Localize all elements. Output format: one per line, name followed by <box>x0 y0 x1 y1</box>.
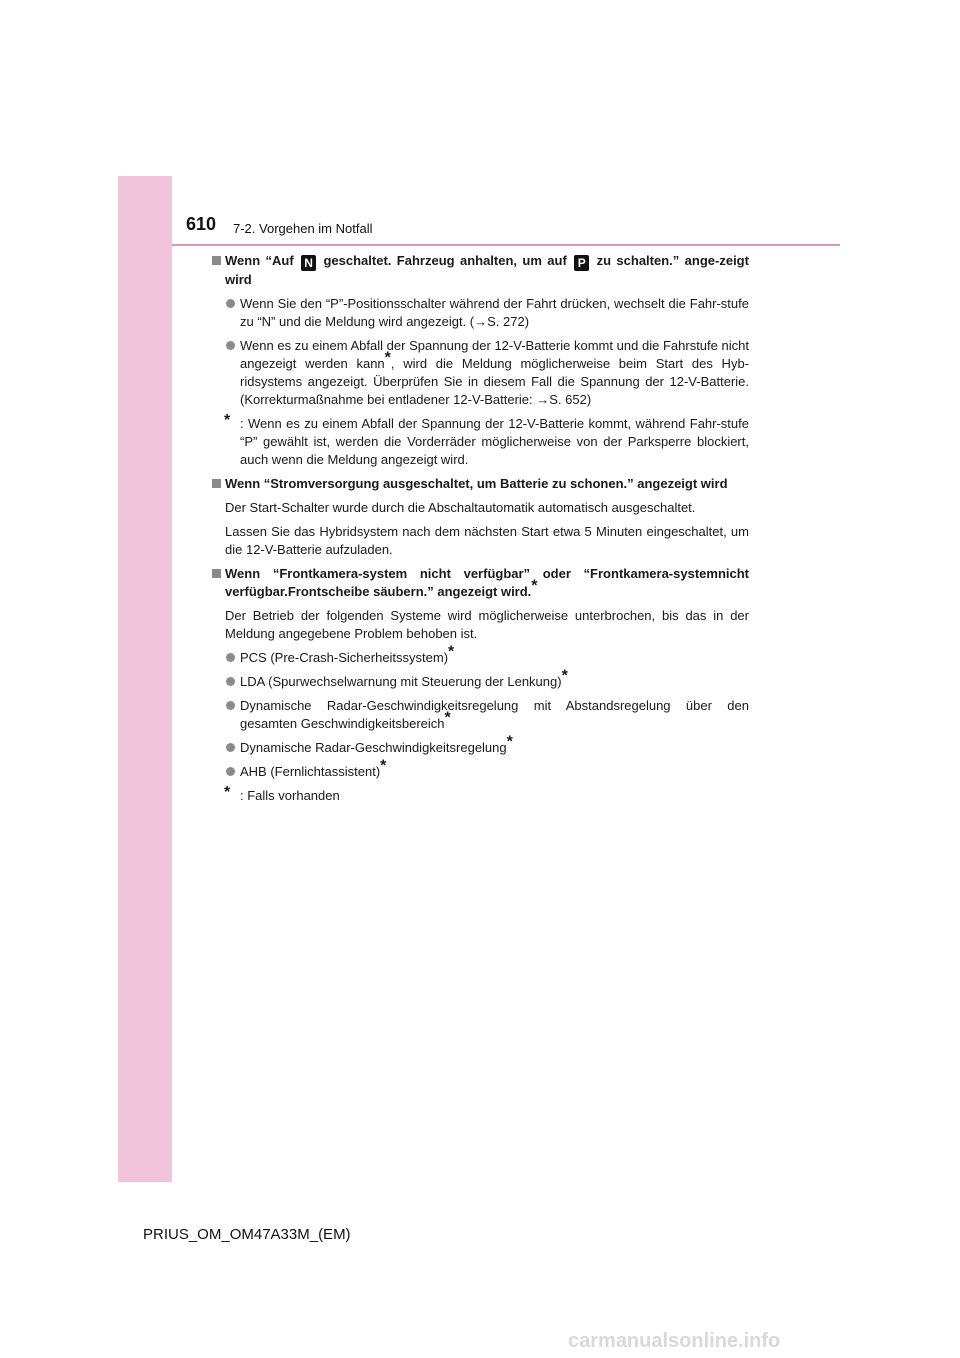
footnote-marker: * <box>380 757 387 775</box>
list-item: LDA (Spurwechselwarnung mit Steuerung der Lenkung)* <box>209 673 749 691</box>
list-item: Wenn es zu einem Abfall der Spannung der 12-V-Batterie kommt und die Fahrstufe nicht angezeigt werden kann*, wird die Meldung möglicherweise beim Start des Hyb-ridsystems angezeigt. Überprüfen Sie in diesem Fall die Spannung der 12-V-Batterie. (Korrekturmaßnahme bei entladener 12-V-Batterie: →S. 652) <box>209 337 749 409</box>
footnote-asterisk: * <box>224 412 231 429</box>
footnote-marker: * <box>384 349 391 367</box>
footnote-marker: * <box>448 643 455 661</box>
heading-front-camera-message: Wenn “Frontkamera-system nicht verfügbar” oder “Frontkamera-systemnicht verfügbar.Frontscheibe säubern.” angezeigt wird.* <box>209 565 749 601</box>
bullet-icon <box>226 653 235 662</box>
document-code: PRIUS_OM_OM47A33M_(EM) <box>143 1226 351 1243</box>
bullet-icon <box>226 341 235 350</box>
chapter-sidebar-tab <box>118 176 172 1182</box>
bullet-icon <box>226 767 235 776</box>
footnote-marker: * <box>531 577 538 595</box>
header-divider <box>172 244 840 246</box>
bullet-icon <box>226 743 235 752</box>
square-bullet-icon <box>212 256 221 265</box>
page-content <box>209 252 749 805</box>
watermark: carmanualsonline.info <box>568 1330 781 1352</box>
footnote-marker: * <box>444 709 451 727</box>
paragraph: Lassen Sie das Hybridsystem nach dem nächsten Start etwa 5 Minuten eingeschaltet, um die 12-V-Batterie aufzuladen. <box>225 524 749 557</box>
page-number: 610 <box>186 214 217 234</box>
bullet-icon <box>226 299 235 308</box>
list-item: AHB (Fernlichtassistent)* <box>209 763 749 781</box>
footnote-asterisk: * <box>224 784 231 801</box>
p-shift-icon: P <box>574 255 589 271</box>
square-bullet-icon <box>212 569 221 578</box>
footnote-marker: * <box>561 667 568 685</box>
list-item: Dynamische Radar-Geschwindigkeitsregelung* <box>209 739 749 757</box>
list-item: Dynamische Radar-Geschwindigkeitsregelung mit Abstandsregelung über den gesamten Geschwindigkeitsbereich* <box>209 697 749 733</box>
square-bullet-icon <box>212 479 221 488</box>
list-item: PCS (Pre-Crash-Sicherheitssystem)* <box>209 649 749 667</box>
paragraph: Der Start-Schalter wurde durch die Abschaltautomatik automatisch ausgeschaltet. <box>225 500 696 515</box>
n-shift-icon: N <box>301 255 316 271</box>
bullet-icon <box>226 701 235 710</box>
footnote: * : Falls vorhanden <box>224 784 340 803</box>
footnote: * : Wenn es zu einem Abfall der Spannung der 12-V-Batterie kommt, während Fahr-stufe “P” gewählt ist, werden die Vorderräder möglicherweise von der Parksperre blockiert, auch wenn die Meldung angezeigt wird. <box>224 412 749 467</box>
section-title: 7-2. Vorgehen im Notfall <box>233 221 373 236</box>
footnote-marker: * <box>506 733 513 751</box>
heading-power-off-message: Wenn “Stromversorgung ausgeschaltet, um Batterie zu schonen.” angezeigt wird <box>209 475 749 493</box>
paragraph: Der Betrieb der folgenden Systeme wird möglicherweise unterbrochen, bis das in der Meldung angegebene Problem behoben ist. <box>225 608 749 641</box>
bullet-icon <box>226 677 235 686</box>
list-item: Wenn Sie den “P”-Positionsschalter während der Fahrt drücken, wechselt die Fahr-stufe zu “N” und die Meldung wird angezeigt. (→S. 272) <box>209 295 749 331</box>
heading-shift-message: Wenn “Auf N geschaltet. Fahrzeug anhalten, um auf P zu schalten.” ange-zeigt wird <box>209 252 749 289</box>
